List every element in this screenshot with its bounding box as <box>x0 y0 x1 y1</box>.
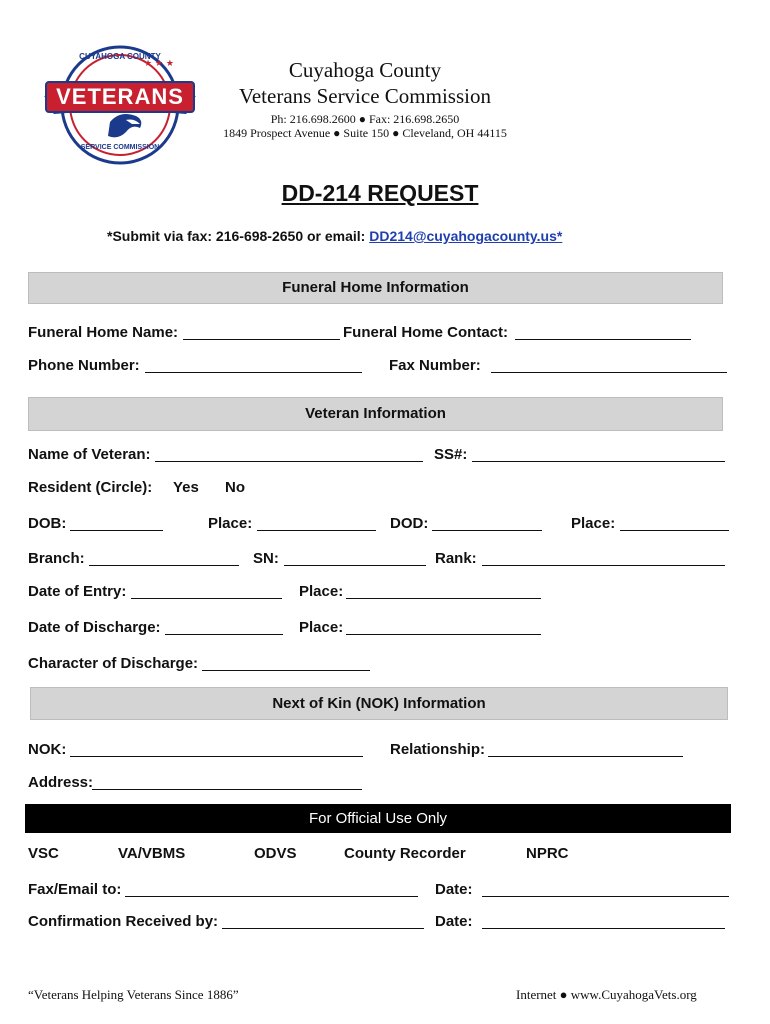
funeral-home-contact-field[interactable] <box>515 339 691 340</box>
footer-website: Internet ● www.CuyahogaVets.org <box>516 987 697 1002</box>
ssn-label: SS#: <box>434 446 468 463</box>
address-label: Address: <box>28 774 94 791</box>
entry-place-field[interactable] <box>346 598 541 599</box>
svg-text:★ ★ ★: ★ ★ ★ <box>144 59 174 69</box>
death-place-label: Place: <box>571 515 616 532</box>
logo-bottom-text: SERVICE COMMISSION <box>80 144 160 151</box>
confirmation-field[interactable] <box>222 928 424 929</box>
logo-banner-text: VETERANS <box>56 84 184 109</box>
resident-label: Resident (Circle): <box>28 479 153 496</box>
rank-label: Rank: <box>435 550 477 567</box>
date-of-entry-field[interactable] <box>131 598 282 599</box>
address-field[interactable] <box>92 789 362 790</box>
sn-label: SN: <box>253 550 279 567</box>
dod-field[interactable] <box>432 530 542 531</box>
fax-email-date-field[interactable] <box>482 896 729 897</box>
option-va-vbms: VA/VBMS <box>118 845 186 862</box>
logo-arc-text: CUYAHOGA COUNTY <box>79 52 161 61</box>
nok-field[interactable] <box>70 756 363 757</box>
fax-number-label: Fax Number: <box>389 357 481 374</box>
resident-yes-option[interactable]: Yes <box>173 479 199 496</box>
section-official-use: For Official Use Only <box>25 804 731 833</box>
funeral-home-contact-label: Funeral Home Contact: <box>343 324 509 341</box>
org-name-line1: Cuyahoga County <box>288 58 442 82</box>
fax-number-field[interactable] <box>491 372 727 373</box>
footer-motto: “Veterans Helping Veterans Since 1886” <box>28 987 239 1002</box>
section-next-of-kin: Next of Kin (NOK) Information <box>30 687 728 720</box>
discharge-place-field[interactable] <box>346 634 541 635</box>
relationship-label: Relationship: <box>390 741 486 758</box>
branch-field[interactable] <box>89 565 239 566</box>
relationship-field[interactable] <box>488 756 683 757</box>
dod-label: DOD: <box>390 515 429 532</box>
confirmation-label: Confirmation Received by: <box>28 913 219 930</box>
entry-place-label: Place: <box>299 583 344 600</box>
death-place-field[interactable] <box>620 530 729 531</box>
confirmation-date-label: Date: <box>435 913 473 930</box>
date-of-discharge-field[interactable] <box>165 634 283 635</box>
option-odvs: ODVS <box>254 845 297 862</box>
cuyahoga-veterans-logo <box>40 40 200 170</box>
dob-label: DOB: <box>28 515 67 532</box>
date-of-entry-label: Date of Entry: <box>28 583 127 600</box>
address-line: 1849 Prospect Avenue ● Suite 150 ● Cleveland, OH 44115 <box>223 126 507 140</box>
veteran-name-label: Name of Veteran: <box>28 446 151 463</box>
option-county-recorder: County Recorder <box>344 845 466 862</box>
funeral-home-name-label: Funeral Home Name: <box>28 324 179 341</box>
birth-place-label: Place: <box>208 515 253 532</box>
submit-prefix: *Submit via fax: 216-698-2650 or email: <box>107 228 370 244</box>
date-of-discharge-label: Date of Discharge: <box>28 619 161 636</box>
section-funeral-home: Funeral Home Information <box>28 272 723 304</box>
submit-instructions <box>107 228 562 244</box>
veteran-name-field[interactable] <box>155 461 423 462</box>
character-of-discharge-field[interactable] <box>202 670 370 671</box>
option-vsc: VSC <box>28 845 59 862</box>
fax-email-to-field[interactable] <box>125 896 418 897</box>
resident-no-option[interactable]: No <box>225 479 245 496</box>
sn-field[interactable] <box>284 565 426 566</box>
phone-number-label: Phone Number: <box>28 357 140 374</box>
dob-field[interactable] <box>70 530 163 531</box>
funeral-home-name-field[interactable] <box>183 339 340 340</box>
ssn-field[interactable] <box>472 461 725 462</box>
submit-email-link[interactable]: DD214@cuyahogacounty.us* <box>369 228 563 244</box>
org-name-line2: Veterans Service Commission <box>239 84 491 108</box>
nok-label: NOK: <box>28 741 67 758</box>
birth-place-field[interactable] <box>257 530 376 531</box>
fax-email-date-label: Date: <box>435 881 473 898</box>
fax-email-to-label: Fax/Email to: <box>28 881 122 898</box>
branch-label: Branch: <box>28 550 85 567</box>
form-title: DD-214 REQUEST <box>281 180 479 206</box>
discharge-place-label: Place: <box>299 619 344 636</box>
confirmation-date-field[interactable] <box>482 928 725 929</box>
option-nprc: NPRC <box>526 845 569 862</box>
rank-field[interactable] <box>482 565 725 566</box>
phone-number-field[interactable] <box>145 372 362 373</box>
section-veteran: Veteran Information <box>28 397 723 431</box>
character-of-discharge-label: Character of Discharge: <box>28 655 199 672</box>
contact-line: Ph: 216.698.2600 ● Fax: 216.698.2650 <box>270 112 460 126</box>
